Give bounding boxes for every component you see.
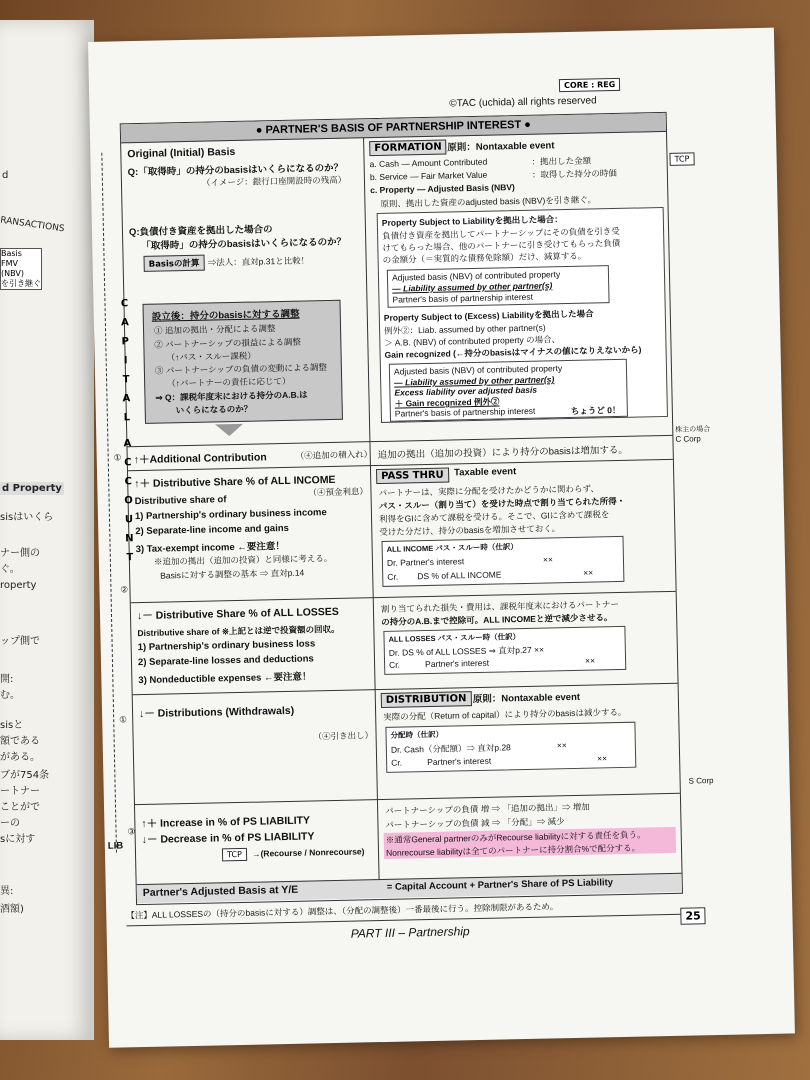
calc-line: — Liability assumed by other partner(s) [394, 374, 555, 388]
question-acquisition-note: （イメージ：銀行口座開設時の残高） [201, 174, 347, 188]
tcp-badge: TCP [222, 848, 247, 862]
distribution-rule: 原則：Nontaxable event [472, 691, 581, 706]
journal-debit-amount: ×× [556, 740, 567, 751]
losses-text: の持分のA.B.まで控除可。ALL INCOMEと逆で減少させる。 [381, 612, 613, 627]
liability-text: けてもらった場合、他のパートナーに引き受けてもらった負債 [382, 237, 621, 253]
journal-debit: Dr. Cash（分配額）⇒ 直対p.28 [390, 742, 511, 755]
left-page-line: を引き継ぐ [1, 279, 41, 288]
distributions-note: （④引き出し） [313, 730, 374, 742]
capital-vertical-label: C A P I T A L [120, 298, 131, 424]
left-page-line: sisはいくら [0, 512, 54, 523]
left-page-line: d [2, 170, 9, 181]
tcp-note: →(Recourse / Nonrecourse) [251, 846, 365, 859]
original-basis-title: Original (Initial) Basis [127, 145, 236, 161]
journal-title: ALL INCOME パス・スルー時（仕訳） [386, 542, 518, 554]
journal-credit-amount: ×× [597, 753, 608, 764]
adjustment-item: ① 追加の拠出・分配による調整 [153, 323, 276, 336]
copyright-text: ©TAC (uchida) all rights reserved [449, 95, 597, 110]
pass-thru-rule: Taxable event [453, 466, 517, 479]
diagram-title: ● PARTNER'S BASIS OF PARTNERSHIP INTEREST ● [121, 113, 666, 143]
left-page-line: ブが754条 [0, 770, 50, 781]
circle-one: ① [113, 452, 122, 463]
losses-item: 1) Partnership's ordinary business loss [137, 638, 316, 654]
pass-thru-label: PASS THRU [376, 468, 449, 485]
income-title: ↑＋ Distributive Share % of ALL INCOME [134, 473, 336, 491]
formation-cash: a. Cash — Amount Contributed [369, 156, 488, 170]
formation-cash-note: ：拠出した金額 [531, 155, 592, 167]
formation-property: c. Property — Adjusted Basis (NBV) [370, 182, 515, 196]
income-item-note: Basisに対する調整の基本 ⇒ 直対p.14 [160, 567, 305, 581]
journal-credit-label: Cr. [391, 757, 403, 768]
basis-calc-label: Basisの計算 [143, 255, 204, 272]
basis-calc-note: ⇒法人：直対p.31と比較！ [207, 255, 310, 268]
distribution-journal-box [385, 722, 636, 773]
question-liability-1: Q:負債付き資産を拠出した場合の [128, 224, 273, 239]
losses-sub: Distributive share of ※上記とは逆で投資額の回収。 [137, 623, 340, 639]
formation-property-note: 原則、拠出した資産のadjusted basis (NBV)を引き継ぐ。 [380, 194, 597, 209]
journal-credit-label: Cr. [387, 571, 399, 582]
income-item: 2) Separate-line income and gains [135, 522, 289, 538]
left-page-line: (NBV) [1, 269, 24, 278]
left-page-line: sisと [0, 720, 24, 731]
losses-text: 割り当てられた損失・費用は、課税年度末におけるパートナー [380, 599, 620, 614]
left-page-line: 酒額) [0, 904, 24, 915]
question-liability-2: 「取得時」の持分のbasisはいくらになるのか？ [141, 236, 347, 252]
row-divider [135, 793, 680, 805]
left-page-line: ップ側で [0, 636, 40, 647]
left-page-line: d Property [2, 483, 62, 494]
calc-line: Excess liability over adjusted basis [394, 384, 538, 398]
additional-contribution-note: （④追加の積入れ） [295, 449, 373, 461]
adjustment-title: 設立後：持分のbasisに対する調整 [151, 308, 300, 323]
property-liability-box [377, 207, 668, 423]
losses-title: ↓－ Distributive Share % of ALL LOSSES [136, 605, 339, 623]
liability-increase: ↑＋ Increase in % of PS LIABILITY [141, 814, 311, 831]
pass-thru-text: パートナーは、実際に分配を受けたかどうかに関わらず、 [378, 483, 599, 499]
adjustment-box [142, 300, 342, 424]
left-page-line: 開: [0, 674, 14, 685]
left-page-line: む。 [0, 690, 20, 701]
distributions-title: ↓－ Distributions (Withdrawals) [138, 704, 295, 721]
journal-debit: Dr. DS % of ALL LOSSES ⇒ 直対p.27 ×× [388, 644, 545, 658]
journal-credit-amount: ×× [583, 567, 594, 578]
left-page-line: 異: [0, 886, 14, 897]
left-page-line: ートナー [0, 786, 40, 797]
calc-line: Adjusted basis (NBV) of contributed property [393, 363, 563, 377]
summary-left: Partner's Adjusted Basis at Y/E [142, 883, 299, 900]
liability-text: 負債付き資産を拠出してパートナーシップにその負債を引き受 [382, 225, 620, 241]
adjustment-question: ⇒ Q：課税年度末における持分のA.B.は [155, 389, 308, 403]
excess-text: Gain recognized (←持分のbasisはマイナスの値になりえないから) [384, 344, 642, 360]
footer-note: 【注】ALL LOSSESの（持分のbasisに対する）調整は、（分配の調整後）一番最後に行う。控除制限があるため。 [126, 901, 559, 921]
liability-title: Property Subject to Liabilityを拠出した場合： [381, 214, 563, 228]
liability-text: パートナーシップの負債 減 ⇒ 「分配」⇒ 減少 [385, 816, 565, 830]
question-acquisition: Q:「取得時」の持分のbasisはいくらになるのか？ [127, 162, 344, 179]
left-page-line: sに対す [0, 834, 36, 845]
income-journal-box [382, 536, 625, 587]
left-page-line: ーの [0, 818, 20, 829]
part-label: PART III – Partnership [350, 924, 470, 941]
tcp-badge: TCP [669, 152, 694, 166]
income-item: 3) Tax-exempt income ←要注意！ [135, 540, 285, 556]
adjustment-item: ③ パートナーシップの負債の変動による調整 [154, 362, 327, 376]
excess-text: 例外②：Liab. assumed by other partner(s) [384, 322, 546, 336]
textbook-page [88, 28, 795, 1048]
left-page-line: ナー側の [0, 548, 40, 559]
lib-label: LIB [107, 840, 124, 852]
calc-line: Partner's basis of partnership interest [392, 291, 534, 305]
excess-calc-box [389, 359, 628, 422]
losses-item: 3) Nondeductible expenses ←要注意！ [138, 671, 312, 687]
summary-row [137, 873, 682, 903]
liability-calc-box [387, 265, 610, 308]
distribution-label: DISTRIBUTION [381, 691, 472, 708]
left-page-line: がある。 [0, 752, 40, 763]
left-page-line: FMV [1, 259, 18, 268]
income-item: 1) Partnership's ordinary business income [134, 507, 327, 523]
liability-text: パートナーシップの負債 増 ⇒ 「追加の拠出」⇒ 増加 [385, 801, 590, 816]
journal-credit: DS % of ALL INCOME [417, 569, 502, 582]
liability-decrease: ↓－ Decrease in % of PS LIABILITY [141, 830, 315, 847]
left-page-line: roperty [0, 580, 37, 591]
formation-label: FORMATION [369, 140, 447, 157]
left-page [0, 20, 94, 1040]
additional-contribution-text: 追加の拠出（追加の投資）により持分のbasisは増加する。 [377, 444, 628, 462]
liability-text: ※通常General partnerのみがRecourse liabilityに対する責任を負う。 [385, 829, 646, 845]
losses-item: 2) Separate-line losses and deductions [137, 653, 314, 669]
liability-text: の金額分（＝実質的な債務免除額）だけ、減算する。 [382, 250, 587, 265]
core-reg-badge: CORE : REG [559, 78, 621, 92]
pass-thru-text: パス・スルー（割り当て）を受けた時点で割り当てられた所得・ [378, 495, 626, 512]
left-page-line: RANSACTIONS [0, 215, 66, 235]
corp-note: C Corp [675, 434, 701, 444]
pass-thru-text: 受けた分だけ、持分のbasisを増加させておく。 [379, 523, 561, 538]
journal-debit-amount: ×× [542, 554, 553, 565]
corp-note: 株主の場合 [675, 426, 711, 434]
formation-service-note: ：取得した持分の時価 [531, 167, 617, 180]
left-page-line: Basis [1, 249, 22, 258]
adjustment-item: ② パートナーシップの損益による調整 [154, 336, 301, 350]
formation-service: b. Service — Fair Market Value [369, 169, 488, 183]
circle-one-b: ① [119, 714, 127, 725]
journal-credit-amount: ×× [584, 655, 596, 666]
liability-text: Nonrecourse liabilityは全てのパートナーに持分割合%で配分する。 [385, 842, 641, 858]
adjustment-question: いくらになるのか？ [175, 403, 253, 416]
journal-credit: Partner's interest [427, 755, 492, 768]
income-note: （④預金利息） [308, 486, 369, 498]
distribution-text: 実際の分配（Return of capital）により持分のbasisは減少する。 [383, 706, 627, 722]
left-page-line: ぐ。 [0, 564, 20, 575]
journal-credit-label: Cr. [389, 659, 401, 670]
excess-text: ＞ A.B. (NBV) of contributed property の場合、 [384, 334, 561, 348]
income-sub: Distributive share of [134, 494, 227, 508]
excess-title: Property Subject to (Excess) Liabilityを拠出した場合 [383, 308, 594, 323]
income-item-note: ※追加の拠出（追加の投資）と同様に考える。 [153, 552, 333, 567]
journal-debit: Dr. Partner's interest [386, 556, 465, 568]
calc-line-emphasis: ちょうど 0！ [570, 404, 621, 416]
arrow-down-icon [215, 424, 243, 437]
circle-three: ③ [127, 826, 136, 837]
scorp-note: S Corp [688, 776, 714, 786]
left-page-line: 額である [0, 736, 40, 747]
calc-line: ＋ Gain recognized 例外② [394, 396, 500, 409]
formation-rule: 原則：Nontaxable event [447, 140, 555, 154]
account-vertical-label: A C C O U N T [123, 438, 134, 564]
left-page-box [0, 248, 42, 290]
basis-diagram [107, 112, 714, 905]
adjustment-item: （↑パートナーの責任に応じて） [167, 375, 291, 389]
calc-line: Adjusted basis (NBV) of contributed property [391, 269, 561, 283]
capital-account-bracket [101, 153, 117, 853]
calc-line: Partner's basis of partnership interest [394, 405, 536, 419]
page-number: 25 [680, 907, 706, 925]
losses-journal-box [383, 626, 626, 675]
adjustment-item: （↑パス・スルー課税） [166, 350, 256, 363]
journal-credit: Partner's interest [424, 657, 490, 670]
circle-two: ② [120, 584, 129, 595]
journal-title: 分配時（仕訳） [390, 729, 444, 740]
pass-thru-text: 利得をGIに含めて課税を受ける。そこで、GIに含めて課税を [378, 509, 610, 525]
additional-contribution-title: ↑＋Additional Contribution [133, 451, 267, 467]
calc-line: — Liability assumed by other partner(s) [392, 280, 553, 294]
left-page-line: ことがで [0, 802, 40, 813]
summary-right: = Capital Account + Partner's Share of PS Liability [386, 877, 614, 893]
journal-title: ALL LOSSES パス・スルー時（仕訳） [388, 632, 521, 644]
